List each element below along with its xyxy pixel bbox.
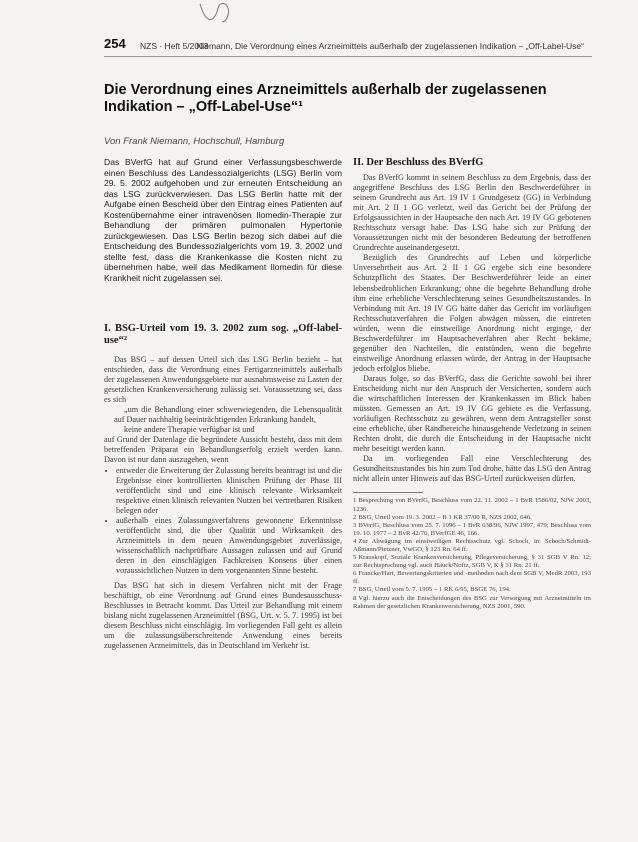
footnotes: [353, 497, 591, 610]
section-heading-1: I. BSG-Urteil vom 19. 3. 2002 zum sog. „Off-label-use“²: [104, 323, 342, 346]
paragraph: Das BSG – auf dessen Urteil sich das LSG Berlin bezieht – hat entschieden, dass die Verordnung eines Fertigarzneimittels außerhalb der zugelassenen Anwendungsgebiete nur ausnahmsweise zu Lasten der gesetzlichen Krankenversicherung zulässig sei. Voraussetzung sei, dass es sich: [104, 355, 342, 405]
footnote: 8 Vgl. hierzu auch die Entscheidungen des BSG zur Versorgung mit Arzneimitteln im Rahmen der gesetzlichen Krankenversicherung, NZS 2001, 590.: [353, 594, 591, 610]
footnote-rule: [353, 492, 423, 493]
author-line: Von Frank Niemann, Hochschull, Hamburg: [104, 136, 285, 147]
paragraph: auf Grund der Datenlage die begründete Aussicht besteht, dass mit dem betreffenden Präparat ein Behandlungserfolg erzielt werden kann. Davon ist nur dann auszugehen, wenn: [104, 435, 342, 465]
paragraph: Da im vorliegenden Fall eine Verschlechterung des Gesundheitszustandes bis hin zum Tod drohe, hätte das LSG den Antrag nicht allein unter Hinweis auf das BSG-Urteil zurückweisen dürfen.: [353, 454, 591, 484]
abstract: Das BVerfG hat auf Grund einer Verfassungsbeschwerde einen Beschluss des Landessozialgerichts (LSG) Berlin vom 29. 5. 2002 aufgehoben und zur erneuten Entscheidung an das LSG zurückverwiesen. Das LSG Berlin hatte mit der Aufgabe einen Bescheid über den Eintrag eines Patienten auf Kostenübernahme einer intravenösen Ilomedin-Therapie zur Behandlung der primären pulmonalen Hypertonie zurückgewiesen. Das LSG Berlin bezog sich dabei auf die Entscheidung des Bundessozialgerichts vom 19. 3. 2002 und stellte fest, dass die Krankenkasse die Kosten nicht zu übernehmen habe, weil das Medikament Ilomedin für diese Krankheit nicht zugelassen sei.: [104, 157, 342, 284]
paragraph: Das BSG hat sich in diesem Verfahren nicht mit der Frage beschäftigt, ob eine Verordnung auf Grund eines Bundesausschuss-Beschlusses in Betracht kommt. Das Urteil zur Behandlung mit einem bislang nicht zugelassenen Arzneimittel (BSG, Urt. v. 5. 7. 1995) ist bei diesem Beschluss nicht einschlägig. Im vorliegenden Fall geht es allein um die zulassungsüberschreitende Anwendung eines bereits zugelassenen Arzneimittels, das in Deutschland im Verkehr ist.: [104, 581, 342, 651]
right-column: [353, 157, 591, 611]
footnote: 1 Besprechung von BVerfG, Beschluss vom 22. 11. 2002 – 1 BvR 1586/02, NJW 2003, 1236.: [353, 497, 591, 513]
footnote: 7 BSG, Urteil vom 5. 7. 1995 – 1 RK 6/95, BSGE 76, 194.: [353, 586, 511, 594]
footnote: 2 BSG, Urteil vom 19. 3. 2002 – B 1 KR 37/00 R, NZS 2002, 646.: [353, 513, 532, 521]
list-item: • entweder die Erweiterung der Zulassung bereits beantragt ist und die Ergebnisse einer kontrollierten klinischen Prüfung der Phase III veröffentlicht sind und eine klinisch relevante Wirksamkeit respektive einen klinisch relevanten Nutzen bei vertretbaren Risiken belegen oder: [116, 466, 342, 516]
paragraph: Das BVerfG kommt in seinem Beschluss zu dem Ergebnis, dass der angegriffene Beschluss des LSG Berlin den Beschwerdeführer in seinem Grundrecht aus Art. 19 IV 1 Grundgesetz (GG) in Verbindung mit Art. 2 II 1 GG verletzt, weil das Gericht bei der Prüfung der Erfolgsaussichten in der Hauptsache den nach Art. 19 IV GG gebotenen Rechtsschutz versagt habe. Das LSG habe sich zur Prüfung der Voraussetzungen nicht mit der besonderen Bedeutung der betroffenen Grundrechte auseinandergesetzt.: [353, 173, 591, 253]
article-title: Die Verordnung eines Arzneimittels außerhalb der zugelassenen Indikation – „Off-Label-Use“¹: [104, 82, 547, 115]
header-rule: [104, 56, 592, 57]
quote-paragraph: „um die Behandlung einer schwerwiegenden, die Lebensqualität auf Dauer nachhaltig beeinträchtigenden Erkrankung handelt,: [114, 405, 342, 425]
paragraph: Daraus folge, so das BVerfG, dass die Gerichte sowohl bei ihrer Entscheidung nicht nur den Anspruch der Versicherten, sondern auch die wirtschaftlichen Interessen der Krankenkassen im Blick haben müssten. Gemessen an Art. 19 IV GG gebiete es die Verfassung, vorläufigen Rechtsschutz zu gewähren, wenn dem Antragsteller sonst eine erhebliche, über Randbereiche hinausgehende Verletzung in seinen Rechten droht, die durch die Entscheidung in der Hauptsache nicht mehr beseitigt werden kann.: [353, 373, 591, 454]
journal-issue: NZS · Heft 5/2003: [140, 41, 209, 51]
quote-paragraph: keine andere Therapie verfügbar ist und: [124, 425, 255, 435]
list-item: • außerhalb eines Zulassungsverfahrens gewonnene Erkenntnisse veröffentlicht sind, die über Qualität und Wirksamkeit des Arzneimittels in dem neuen Anwendungsgebiet zuverlässige, wissenschaftlich nachprüfbare Aussagen zulassen und auf Grund deren in den einschlägigen Fachkreisen Konsens über einen voraussichtlichen Nutzen in dem vorgenannten Sinne besteht.: [116, 516, 342, 576]
left-column: [104, 323, 342, 651]
running-title: Niemann, Die Verordnung eines Arzneimittels außerhalb der zugelassenen Indikation – „Off-Label-Use“: [196, 41, 584, 51]
page-header: [104, 36, 594, 54]
footnote: 3 BVerfG, Beschluss vom 25. 7. 1996 – 1 BvR 638/96, NJW 1997, 479; Beschluss vom 19. 10. 1977 – 2 BvR 42/76, BVerfGE 46, 166.: [353, 521, 591, 537]
paper-clip-mark: [196, 0, 240, 28]
page-number: 254: [104, 36, 126, 51]
paragraph: Bezüglich des Grundrechts auf Leben und körperliche Unversehrtheit aus Art. 2 II 1 GG ergebe sich eine besondere Schutzpflicht des Staates. Der Beschwerdeführer leide an einer lebensbedrohlichen Erkrankung; ohne die begehrte Behandlung drohe ihm eine erhebliche Verschlechterung seines Gesundheitszustandes. In Verbindung mit Art. 19 IV GG hätte daher das Gericht im vorläufigen Rechtsschutzverfahren die Folgen abwägen müssen, die eintreten würden, wenn die einstweilige Anordnung nicht erginge, der Beschwerdeführer im Hauptsacheverfahren aber Recht bekäme, gegenüber den Nachteilen, die entstünden, wenn die begehrte einstweilige Anordnung erlassen würde, der Antrag in der Hauptsache jedoch erfolglos bliebe.: [353, 253, 591, 373]
footnote: 4 Zur Abwägung im einstweiligen Rechtsschutz vgl. Schoch, in: Schoch/Schmidt-Aßmann/Pietzner, VwGO, § 123 Rn. 64 ff.: [353, 537, 591, 554]
section-heading-2: II. Der Beschluss des BVerfG: [353, 157, 484, 168]
footnote: 5 Krauskopf, Soziale Krankenversicherung, Pflegeversicherung, § 31 SGB V Rn. 12; zur Rechtsprechung vgl. auch Hauck/Noftz, SGB V, K § 31 Rn. 21 ff.: [353, 554, 591, 570]
criteria-list: [104, 466, 342, 577]
footnote: 6 Francke/Hart, Bewertungskriterien und -methoden nach dem SGB V, MedR 2003, 193 ff.: [353, 570, 591, 586]
